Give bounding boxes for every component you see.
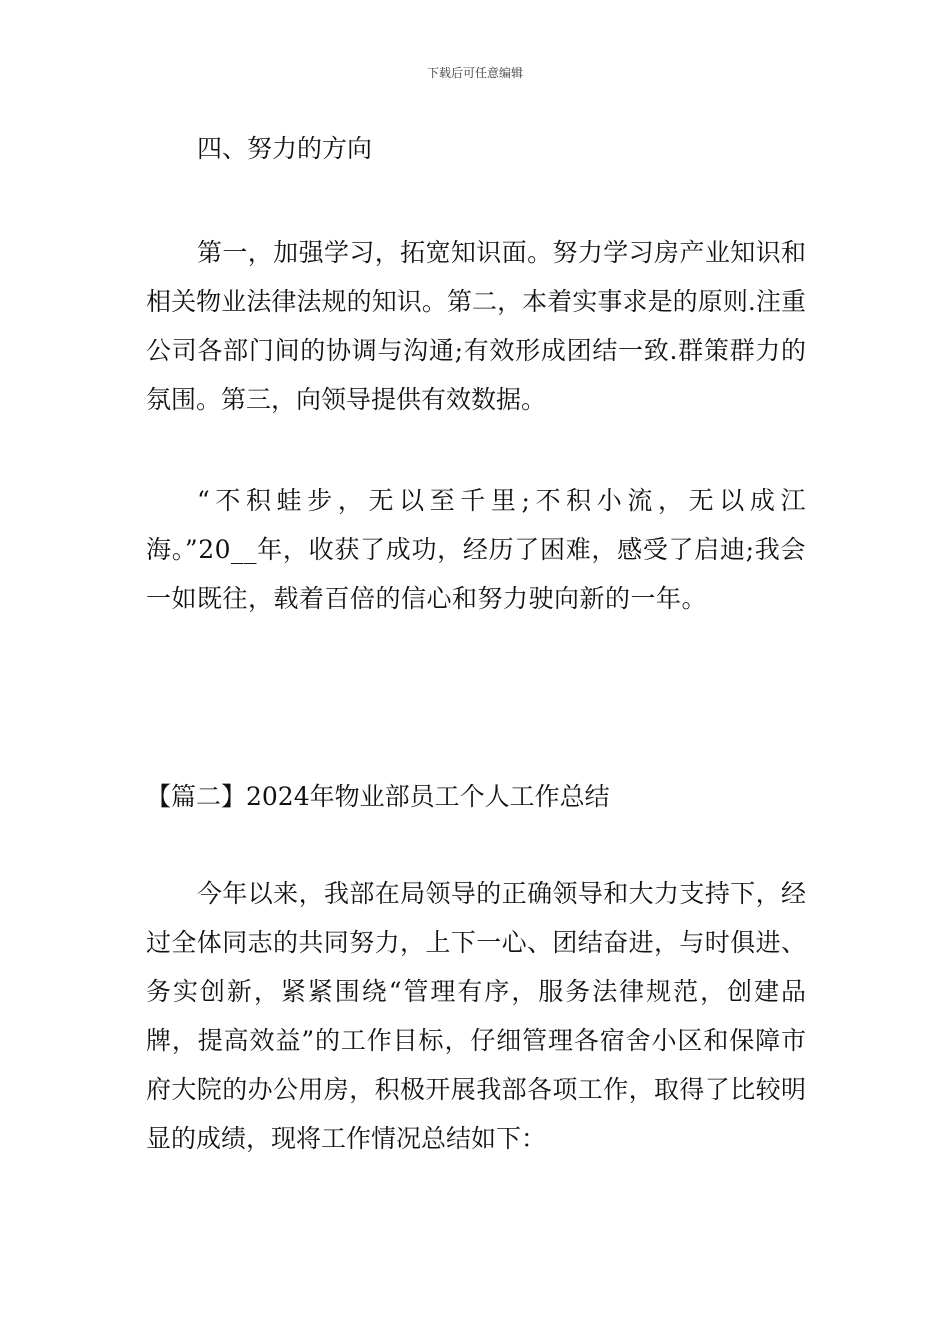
quote-paragraph: “不积蛙步，无以至千里;不积小流，无以成江海。”20__年，收获了成功，经历了困难，感受了启迪;我会一如既往，载着百倍的信心和努力驶向新的一年。 [146,486,806,613]
section-heading: 四、努力的方向 [197,134,373,163]
header-note: 下载后可任意编辑 [426,66,523,80]
article-title: 【篇二】2024年物业部员工个人工作总结 [146,782,610,811]
body-paragraph: 第一，加强学习，拓宽知识面。努力学习房产业知识和相关物业法律法规的知识。第二，本着实事求是的原则.注重公司各部门间的协调与沟通;有效形成团结一致.群策群力的氛围。第三，向领导提供有效数据。 [146,238,806,414]
intro-paragraph: 今年以来，我部在局领导的正确领导和大力支持下，经过全体同志的共同努力，上下一心、团结奋进，与时俱进、务实创新，紧紧围绕“管理有序，服务法律规范，创建品牌，提高效益”的工作目标，仔细管理各宿舍小区和保障市府大院的办公用房，积极开展我部各项工作，取得了比较明显的成绩，现将工作情况总结如下： [146,879,806,1153]
